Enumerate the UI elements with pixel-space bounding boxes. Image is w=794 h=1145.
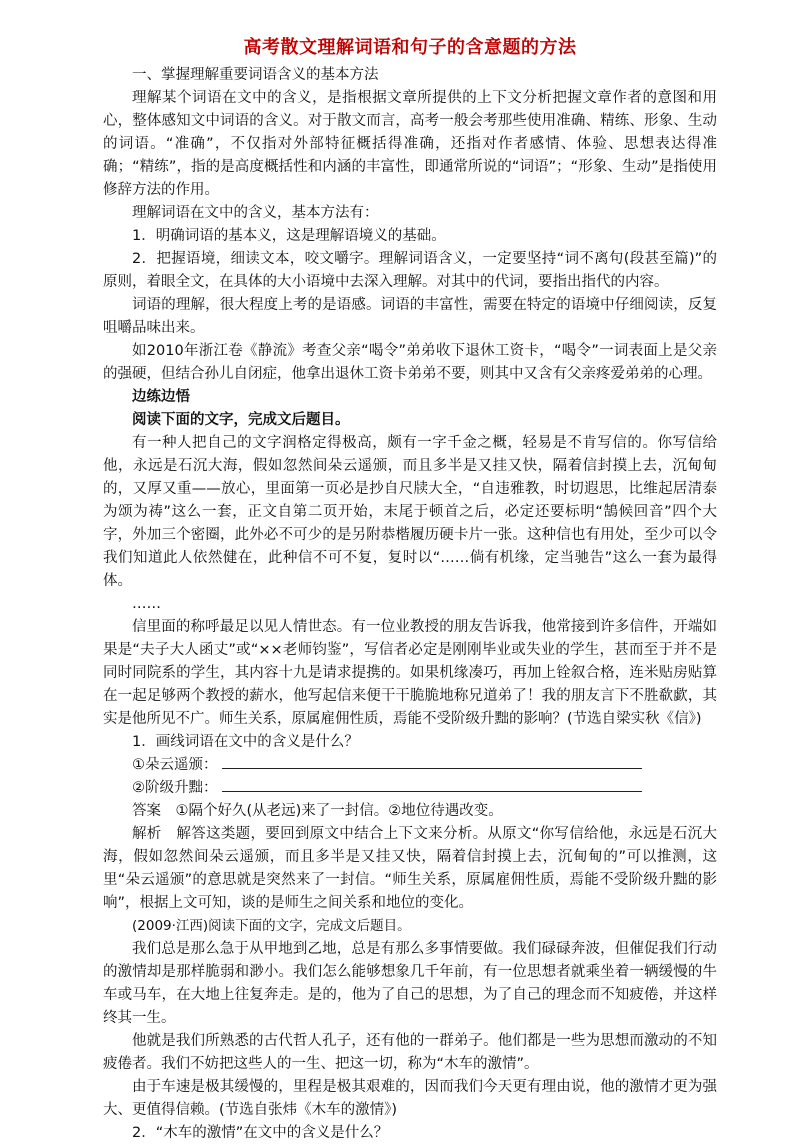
answer-line-label: ②阶级升黜： bbox=[132, 780, 218, 796]
document-page bbox=[103, 36, 717, 1145]
ellipsis: …… bbox=[132, 596, 161, 612]
answer: 答案 ①隔个好久(从老远)来了一封信。②地位待遇改变。 bbox=[132, 803, 503, 819]
passage-paragraph: 有一种人把自己的文字润格定得极高，颇有一字千金之概，轻易是不肯写信的。你写信给他，永远是石沉大海，假如忽然间朵云遥颁，而且多半是又挂又快，隔着信封摸上去，沉甸甸的，又厚又重——放心，里面第一页必是抄自尺牍大全，“自违雅教，时切遐思，比维起居清泰为颂为祷”这么一套，正文自第二页开始，末尾于顿首之后，必定还要标明“鵠候回音”四个大字，外加三个密圈，此外必不可少的是另附恭楷履历硬卡片一张。这种信也有用处，至少可以令我们知道此人依然健在，此种信不可不复，复时以“……倘有机缘，定当驰告”这么一套为最得体。 bbox=[103, 435, 717, 589]
practice-heading: 边练边悟 bbox=[132, 389, 190, 405]
instruction: 阅读下面的文字，完成文后题目。 bbox=[132, 412, 350, 428]
paragraph: 1．明确词语的基本义，这是理解语境义的基础。 bbox=[132, 228, 446, 244]
paragraph: 词语的理解，很大程度上考的是语感。词语的丰富性，需要在特定的语境中仔细阅读，反复咀嚼品味出来。 bbox=[103, 297, 717, 336]
paragraph: 理解某个词语在文中的含义，是指根据文章所提供的上下文分析把握文章作者的意图和用心，整体感知文中词语的含义。对于散文而言，高考一般会考那些使用准确、精练、形象、生动的词语。“准确”，不仅指对外部特征概括得准确，还指对作者感情、体验、思想表达得准确；“精练”，指的是高度概括性和内涵的丰富性，即通常所说的“词语”；“形象、生动”是指使用修辞方法的作用。 bbox=[103, 90, 717, 198]
answer-line-1 bbox=[103, 754, 717, 777]
paragraph: 理解词语在文中的含义，基本方法有： bbox=[132, 205, 379, 221]
paragraph: 如2010年浙江卷《静流》考查父亲“喝令”弟弟收下退休工资卡，“喝令”一词表面上是父亲的强硬，但结合孙儿自闭症，他拿出退休工资卡弟弟不要，则其中又含有父亲疼爱弟弟的心理。 bbox=[103, 343, 717, 382]
question-2: 2．“木车的激情”在文中的含义是什么？ bbox=[132, 1125, 389, 1141]
paragraph: 2．把握语境，细读文本，咬文嚼字。理解词语含义，一定要坚持“词不离句(段甚至篇)”的原则，着眼全文，在具体的大小语境中去深入理解。对其中的代词，要指出指代的内容。 bbox=[103, 251, 717, 290]
passage-paragraph: 信里面的称呼最足以见人情世态。有一位业教授的朋友告诉我，他常接到许多信件，开端如果是“夫子大人函丈”或“××老师钧鉴”，写信者必定是刚刚毕业或失业的学生，甚而至于并不是同时同院系的学生，其内容十九是请求提携的。如果机缘凑巧，再加上铨叙合格，连米贴房贴算在一起足够两个教授的薪水，他写起信来便干干脆脆地称兄道弟了！我的朋友言下不胜欷歔，其实是他所见不广。师生关系，原属雇佣性质，焉能不受阶级升黜的影响？(节选自梁实秋《信》) bbox=[103, 619, 717, 727]
blank-underline bbox=[222, 777, 642, 792]
page-title: 高考散文理解词语和句子的含意题的方法 bbox=[243, 37, 577, 58]
answer-line-2 bbox=[103, 777, 717, 800]
question-source: (2009·江西)阅读下面的文字，完成文后题目。 bbox=[132, 918, 411, 934]
section-heading: 一、掌握理解重要词语含义的基本方法 bbox=[132, 67, 379, 83]
passage-paragraph: 我们总是那么急于从甲地到乙地，总是有那么多事情要做。我们碌碌奔波，但催促我们行动的激情却是那样脆弱和渺小。我们怎么能够想象几千年前，有一位思想者就乘坐着一辆缓慢的牛车或马车，在大地上往复奔走。是的，他为了自己的思想，为了自己的理念而不知疲倦，并这样终其一生。 bbox=[103, 941, 717, 1026]
passage-paragraph: 由于车速是极其缓慢的，里程是极其艰难的，因而我们今天更有理由说，他的激情才更为强大、更值得信赖。(节选自张炜《木车的激情》) bbox=[103, 1079, 717, 1118]
answer-line-label: ①朵云遥颁： bbox=[132, 757, 218, 773]
passage-paragraph: 他就是我们所熟悉的古代哲人孔子，还有他的一群弟子。他们都是一些为思想而激动的不知疲倦者。我们不妨把这些人的一生、把这一切，称为“木车的激情”。 bbox=[103, 1033, 717, 1072]
question-1: 1．画线词语在文中的含义是什么？ bbox=[132, 734, 359, 750]
analysis: 解析 解答这类题，要回到原文中结合上下文来分析。从原文“你写信给他，永远是石沉大海，假如忽然间朵云遥颁，而且多半是又挂又快，隔着信封摸上去，沉甸甸的”可以推测，这里“朵云遥颁”的意思就是突然来了一封信。“师生关系，原属雇佣性质，焉能不受阶级升黜的影响”，根据上文可知，谈的是师生之间关系和地位的变化。 bbox=[103, 826, 717, 911]
blank-underline bbox=[222, 754, 642, 769]
